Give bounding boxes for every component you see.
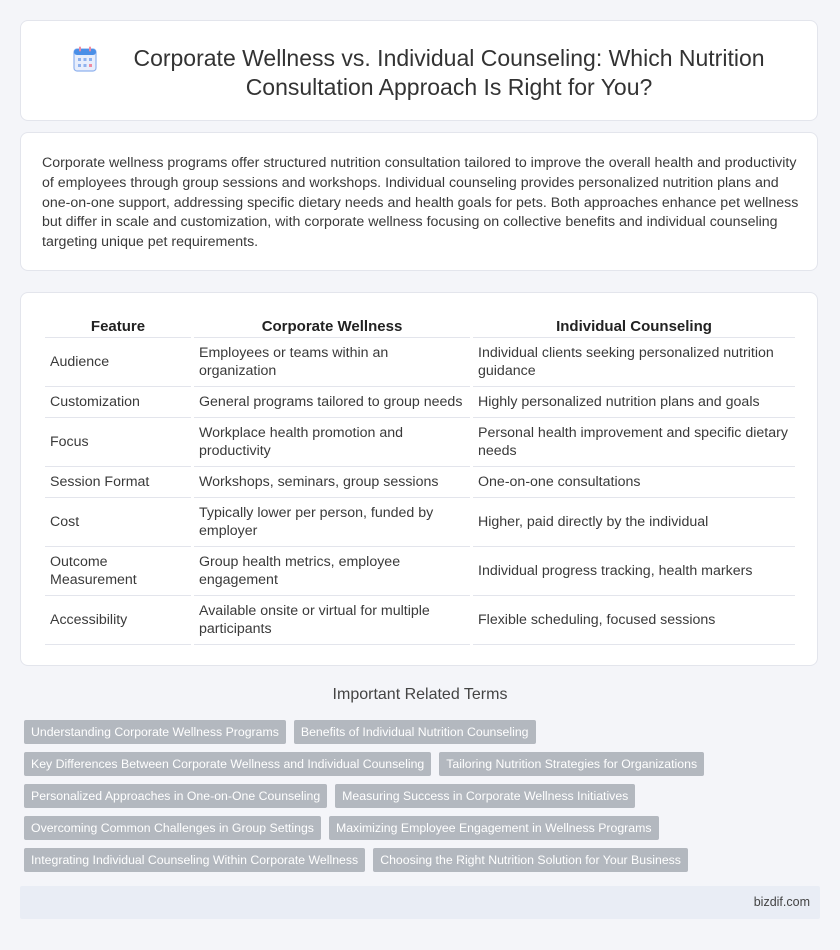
related-tag[interactable]: Personalized Approaches in One-on-One Counseling <box>24 784 327 808</box>
row-corporate: Employees or teams within an organization <box>194 338 470 387</box>
table-row <box>45 418 795 467</box>
row-feature: Audience <box>45 338 191 387</box>
related-terms-tags <box>24 720 724 872</box>
table-row <box>45 387 795 418</box>
related-tag[interactable]: Key Differences Between Corporate Wellness and Individual Counseling <box>24 752 431 776</box>
related-tag[interactable]: Maximizing Employee Engagement in Wellness Programs <box>329 816 659 840</box>
header-individual-counseling: Individual Counseling <box>473 315 795 338</box>
related-tag[interactable]: Integrating Individual Counseling Within Corporate Wellness <box>24 848 365 872</box>
row-individual: Higher, paid directly by the individual <box>473 498 795 547</box>
related-tag[interactable]: Tailoring Nutrition Strategies for Organizations <box>439 752 704 776</box>
table-row <box>45 498 795 547</box>
table-row <box>45 547 795 596</box>
related-tag[interactable]: Measuring Success in Corporate Wellness Initiatives <box>335 784 635 808</box>
row-feature: Accessibility <box>45 596 191 645</box>
header-corporate-wellness: Corporate Wellness <box>194 315 470 338</box>
related-tag[interactable]: Understanding Corporate Wellness Programs <box>24 720 286 744</box>
row-feature: Session Format <box>45 467 191 498</box>
row-feature: Customization <box>45 387 191 418</box>
row-corporate: Typically lower per person, funded by employer <box>194 498 470 547</box>
related-tag[interactable]: Overcoming Common Challenges in Group Settings <box>24 816 321 840</box>
row-individual: Individual progress tracking, health markers <box>473 547 795 596</box>
page-title: Corporate Wellness vs. Individual Counseling: Which Nutrition Consultation Approach Is Right for You? <box>133 45 765 100</box>
row-individual: Highly personalized nutrition plans and goals <box>473 387 795 418</box>
row-feature: Outcome Measurement <box>45 547 191 596</box>
row-individual: Flexible scheduling, focused sessions <box>473 596 795 645</box>
title-card <box>20 20 818 121</box>
footer <box>20 886 820 919</box>
related-tag[interactable]: Benefits of Individual Nutrition Counseling <box>294 720 536 744</box>
table-header-row <box>45 315 795 338</box>
table-row <box>45 467 795 498</box>
row-feature: Cost <box>45 498 191 547</box>
row-corporate: Group health metrics, employee engagement <box>194 547 470 596</box>
row-corporate: Workplace health promotion and productivity <box>194 418 470 467</box>
intro-card <box>20 132 818 271</box>
related-tag[interactable]: Choosing the Right Nutrition Solution for Your Business <box>373 848 688 872</box>
row-corporate: Available onsite or virtual for multiple participants <box>194 596 470 645</box>
header-feature: Feature <box>45 315 191 338</box>
row-feature: Focus <box>45 418 191 467</box>
row-individual: One-on-one consultations <box>473 467 795 498</box>
row-individual: Individual clients seeking personalized nutrition guidance <box>473 338 795 387</box>
comparison-card <box>20 292 818 666</box>
table-row <box>45 596 795 645</box>
table-row <box>45 338 795 387</box>
comparison-table <box>42 315 798 645</box>
row-corporate: General programs tailored to group needs <box>194 387 470 418</box>
row-corporate: Workshops, seminars, group sessions <box>194 467 470 498</box>
footer-site-link[interactable]: bizdif.com <box>753 895 810 909</box>
row-individual: Personal health improvement and specific dietary needs <box>473 418 795 467</box>
calendar-icon <box>73 46 97 72</box>
intro-paragraph: Corporate wellness programs offer structured nutrition consultation tailored to improve the overall health and productivity of employees through group sessions and workshops. Individual counseling provides personalized nutrition plans and one-on-one support, addressing specific dietary needs and health goals for pets. Both approaches enhance pet wellness but differ in scale and customization, with corporate wellness focusing on collective benefits and individual counseling targeting unique pet requirements. <box>42 155 799 251</box>
related-terms-title: Important Related Terms <box>332 686 508 703</box>
